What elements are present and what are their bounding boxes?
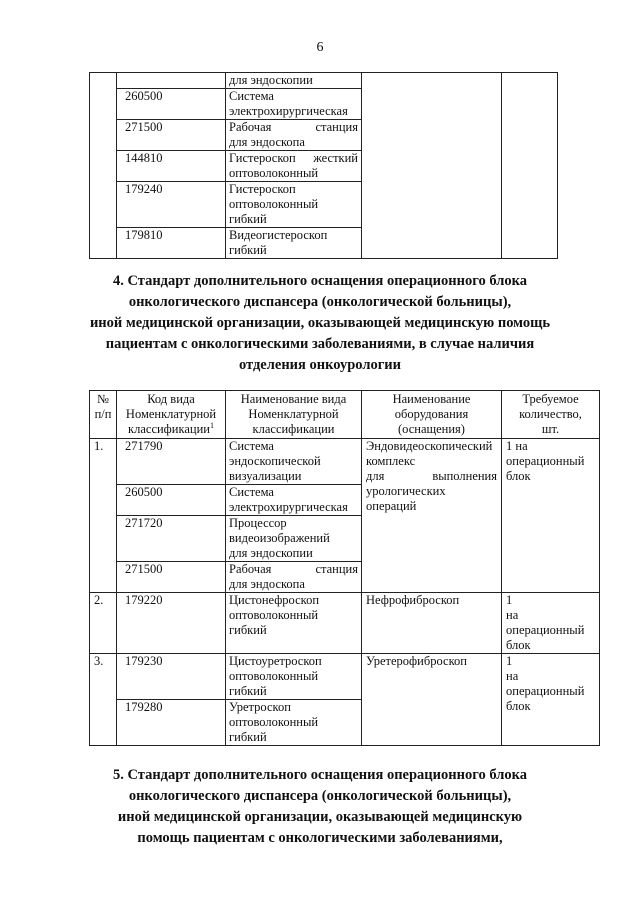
quantity-cell <box>502 73 558 259</box>
header-line: Номенклатурной <box>125 407 217 421</box>
kind-name-line: Гистероскоп жесткий <box>229 151 358 165</box>
kind-name-cell <box>226 439 362 485</box>
kind-name-line: Система <box>229 439 274 453</box>
kind-name-line: Рабочая станция <box>229 120 358 134</box>
code-cell: 179280 <box>117 700 226 746</box>
table-row <box>90 73 558 89</box>
number-cell: 3. <box>90 654 117 746</box>
table-header-row <box>90 391 600 439</box>
kind-name-cell <box>226 89 362 120</box>
kind-name-line: электрохирургическая <box>229 500 348 514</box>
kind-name-cell <box>226 654 362 700</box>
header-number <box>90 391 117 439</box>
header-line: количество, <box>519 407 582 421</box>
section-5-heading <box>40 765 600 849</box>
header-line: классификации <box>252 422 335 436</box>
number-cell: 1. <box>90 439 117 593</box>
kind-name-line: эндоскопической <box>229 454 321 468</box>
kind-name-cell <box>226 228 362 259</box>
header-quantity <box>502 391 600 439</box>
code-cell: 144810 <box>117 151 226 182</box>
header-line: Наименование <box>392 392 471 406</box>
kind-name-cell <box>226 182 362 228</box>
kind-name-line: для эндоскопии <box>229 73 313 87</box>
kind-name-cell <box>226 151 362 182</box>
table-row <box>90 439 600 485</box>
quantity-cell <box>502 439 600 593</box>
quantity-cell <box>502 654 600 746</box>
kind-name-line: гибкий <box>229 684 267 698</box>
header-line: оборудования <box>394 407 469 421</box>
quantity-line: блок <box>506 699 531 713</box>
equipment-name-line: для выполнения <box>366 469 497 483</box>
table-row <box>90 654 600 700</box>
equipment-name-line: комплекс <box>366 454 416 468</box>
header-line: Номенклатурной <box>248 407 339 421</box>
kind-name-cell <box>226 593 362 654</box>
code-cell <box>117 73 226 89</box>
section-4-equipment-table <box>89 390 600 746</box>
kind-name-line: видеоизображений <box>229 531 330 545</box>
header-kind-name <box>226 391 362 439</box>
quantity-line: 1 <box>506 654 513 668</box>
kind-name-cell <box>226 700 362 746</box>
kind-name-line: гибкий <box>229 243 267 257</box>
kind-name-line: гибкий <box>229 212 267 226</box>
code-cell: 179230 <box>117 654 226 700</box>
equipment-cell <box>362 654 502 746</box>
kind-name-line: Видеогистероскоп <box>229 228 328 242</box>
quantity-line: на <box>506 669 519 683</box>
quantity-line: операционный <box>506 684 585 698</box>
section-4-heading <box>40 271 600 376</box>
quantity-cell <box>502 593 600 654</box>
heading-line: помощь пациентам с онкологическими заболеваниями, <box>137 830 503 846</box>
heading-line: отделения онкоурологии <box>238 357 402 373</box>
kind-name-line: гибкий <box>229 730 267 744</box>
equipment-name-line: урологических <box>366 484 446 498</box>
code-cell: 179240 <box>117 182 226 228</box>
header-line: Требуемое <box>522 392 579 406</box>
heading-line: онкологического диспансера (онкологической больницы), <box>128 788 512 804</box>
code-cell: 260500 <box>117 89 226 120</box>
kind-name-line: Система <box>229 89 274 103</box>
header-line: шт. <box>541 422 560 436</box>
heading-line: иной медицинской организации, оказывающей медицинскую помощь <box>89 315 551 331</box>
header-line: Код вида <box>147 392 195 406</box>
code-cell: 260500 <box>117 485 226 516</box>
header-line: № <box>97 392 109 406</box>
kind-name-line: Цистонефроскоп <box>229 593 320 607</box>
quantity-line: операционный <box>506 623 585 637</box>
kind-name-cell <box>226 73 362 89</box>
heading-line: пациентам с онкологическими заболеваниями, в случае наличия <box>105 336 535 352</box>
kind-name-line: электрохирургическая <box>229 104 348 118</box>
quantity-line: на <box>506 608 519 622</box>
quantity-line: 1 на <box>506 439 528 453</box>
quantity-line: операционный <box>506 454 585 468</box>
kind-name-line: Цистоуретроскоп <box>229 654 322 668</box>
code-cell: 179220 <box>117 593 226 654</box>
heading-line: 4. Стандарт дополнительного оснащения операционного блока <box>113 273 527 289</box>
kind-name-cell <box>226 516 362 562</box>
equipment-name-line: Уретерофиброскоп <box>366 654 467 668</box>
kind-name-line: оптоволоконный <box>229 166 319 180</box>
header-line: п/п <box>94 407 112 421</box>
equipment-table-continued <box>89 72 558 259</box>
kind-name-line: оптоволоконный <box>229 715 319 729</box>
kind-name-line: визуализации <box>229 469 302 483</box>
kind-name-line: Система <box>229 485 274 499</box>
quantity-line: блок <box>506 469 531 483</box>
header-line: классификации$^1$ <box>128 420 214 436</box>
kind-name-cell <box>226 562 362 593</box>
kind-name-line: для эндоскопии <box>229 546 313 560</box>
equipment-name-line: Нефрофиброскоп <box>366 593 460 607</box>
table-row <box>90 593 600 654</box>
header-code <box>117 391 226 439</box>
heading-line: онкологического диспансера (онкологической больницы), <box>128 294 512 310</box>
kind-name-line: Уретроскоп <box>229 700 291 714</box>
code-cell: 271790 <box>117 439 226 485</box>
code-cell: 271500 <box>117 120 226 151</box>
kind-name-line: оптоволоконный <box>229 669 319 683</box>
kind-name-line: для эндоскопа <box>229 135 305 149</box>
heading-line: 5. Стандарт дополнительного оснащения операционного блока <box>113 767 527 783</box>
number-cell: 2. <box>90 593 117 654</box>
header-equipment-name <box>362 391 502 439</box>
header-line: (оснащения) <box>398 422 465 436</box>
kind-name-line: оптоволоконный <box>229 197 319 211</box>
kind-name-line: Процессор <box>229 516 287 530</box>
kind-name-cell <box>226 485 362 516</box>
equipment-cell <box>362 593 502 654</box>
equipment-name-line: Эндовидеоскопический <box>366 439 493 453</box>
kind-name-line: гибкий <box>229 623 267 637</box>
equipment-name-line: операций <box>366 499 417 513</box>
equipment-cell <box>362 439 502 593</box>
kind-name-cell <box>226 120 362 151</box>
heading-line: иной медицинской организации, оказывающей медицинскую <box>117 809 523 825</box>
quantity-line: 1 <box>506 593 513 607</box>
code-cell: 271720 <box>117 516 226 562</box>
kind-name-line: Гистероскоп <box>229 182 296 196</box>
number-cell <box>90 73 117 259</box>
kind-name-line: Рабочая станция <box>229 562 358 576</box>
kind-name-line: оптоволоконный <box>229 608 319 622</box>
header-line: Наименование вида <box>240 392 347 406</box>
page-number: 6 <box>316 40 324 55</box>
footnote-mark: 1 <box>209 420 214 430</box>
kind-name-line: для эндоскопа <box>229 577 305 591</box>
code-cell: 271500 <box>117 562 226 593</box>
quantity-line: блок <box>506 638 531 652</box>
code-cell: 179810 <box>117 228 226 259</box>
equipment-cell <box>362 73 502 259</box>
